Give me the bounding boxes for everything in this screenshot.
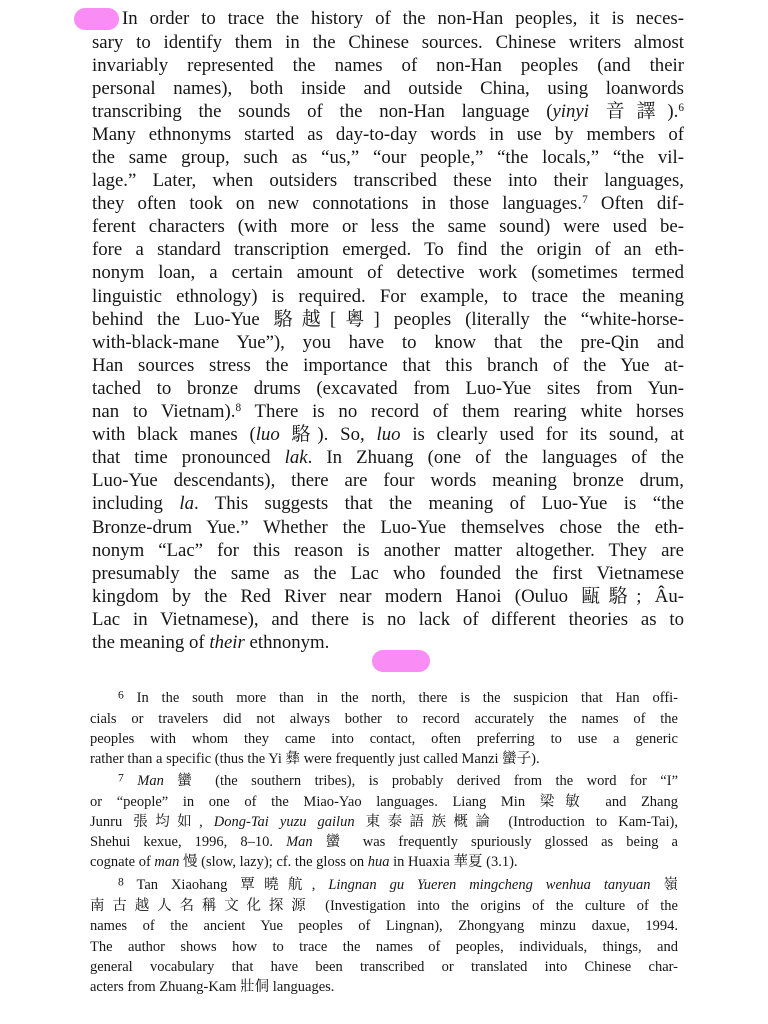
text-line: ferent characters (with more or less the same sound) were used be- <box>92 216 684 237</box>
footnote-line: cognate of man 慢 (slow, lazy); cf. the gloss on hua in Huaxia 華夏 (3.1). <box>90 854 518 870</box>
footnote-number: 8 <box>118 875 124 889</box>
footnote-line: The author shows how to trace the names of peoples, individuals, things, and <box>90 939 678 955</box>
text-line: the meaning of their ethnonym. <box>92 632 330 653</box>
footnote-line: peoples with whom they came into contact, often preferring to use a generic <box>90 731 678 747</box>
text-line: Many ethnonyms started as day-to-day words in use by members of <box>92 124 684 145</box>
text-line: kingdom by the Red River near modern Hanoi (Ouluo 甌駱; Âu- <box>92 586 684 607</box>
text-line: presumably the same as the Lac who founded the first Vietnamese <box>92 563 684 584</box>
footnote-number: 6 <box>118 688 124 702</box>
text-line: nonym “Lac” for this reason is another matter altogether. They are <box>92 540 684 561</box>
text-line: that time pronounced lak. In Zhuang (one of the languages of the <box>92 447 684 468</box>
text-line: transcribing the sounds of the non-Han language (yinyi 音譯).$^6$ <box>92 101 684 122</box>
footnote-line: Junru 張均如, Dong-Tai yuzu gailun 東泰語族概論 (Introduction to Kam-Tai), <box>90 814 678 830</box>
text-line: behind the Luo-Yue 駱越[粵] peoples (literally the “white-horse- <box>92 309 684 330</box>
text-line: with black manes (luo 駱). So, luo is clearly used for its sound, at <box>92 424 684 445</box>
text-line: with-black-mane Yue”), you have to know that the pre-Qin and <box>92 332 684 353</box>
footnote-line: 南古越人名稱文化探源 (Investigation into the origins of the culture of the <box>90 898 678 914</box>
text-line: the same group, such as “us,” “our people,” “the locals,” “the vil- <box>92 147 684 168</box>
text-line: sary to identify them in the Chinese sources. Chinese writers almost <box>92 32 684 53</box>
highlight-end-marker <box>372 650 430 672</box>
footnote-line: Shehui kexue, 1996, 8–10. Man 蠻 was frequently spuriously glossed as being a <box>90 834 678 850</box>
text-line: invariably represented the names of non-Han peoples (and their <box>92 55 684 76</box>
footnote-6: $^6$ In the south more than in the north, there is the suspicion that Han offi- <box>118 688 679 706</box>
text-line: Han sources stress the importance that this branch of the Yue at- <box>92 355 684 376</box>
text-line: linguistic ethnology) is required. For example, to trace the meaning <box>92 286 684 307</box>
text-line: fore a standard transcription emerged. To find the origin of an eth- <box>92 239 684 260</box>
text-line: they often took on new connotations in those languages.$^7$ Often dif- <box>92 193 684 214</box>
footnote-line: general vocabulary that have been transcribed or translated into Chinese char- <box>90 959 678 975</box>
footnote-line: names of the ancient Yue peoples of Lingnan), Zhongyang minzu daxue, 1994. <box>90 918 678 934</box>
text-line: personal names), both inside and outside China, using loanwords <box>92 78 684 99</box>
footnote-number: 7 <box>118 771 124 785</box>
text-line: In order to trace the history of the non-Han peoples, it is neces- <box>122 8 684 29</box>
text-line: lage.” Later, when outsiders transcribed these into their languages, <box>92 170 684 191</box>
footnote-line: acters from Zhuang-Kam 壯侗 languages. <box>90 979 335 995</box>
footnote-ref-7[interactable]: 7 <box>582 193 588 206</box>
footnote-line: rather than a specific (thus the Yi 彝 were frequently just called Manzi 蠻子). <box>90 751 540 767</box>
text-line: Bronze-drum Yue.” Whether the Luo-Yue themselves chose the eth- <box>92 517 684 538</box>
text-line: Lac in Vietnamese), and there is no lack of different theories as to <box>92 609 684 630</box>
footnote-ref-6[interactable]: 6 <box>678 101 684 114</box>
footnote-line: or “people” in one of the Miao-Yao languages. Liang Min 梁敏 and Zhang <box>90 794 678 810</box>
text-line: nonym loan, a certain amount of detective work (sometimes termed <box>92 262 684 283</box>
text-line: Luo-Yue descendants), there are four words meaning bronze drum, <box>92 470 684 491</box>
footnote-line: cials or travelers did not always bother to record accurately the names of the <box>90 711 678 727</box>
text-line: nan to Vietnam).$^8$ There is no record of them rearing white horses <box>92 401 684 422</box>
text-line: tached to bronze drums (excavated from Luo-Yue sites from Yun- <box>92 378 684 399</box>
text-line: including la. This suggests that the meaning of Luo-Yue is “the <box>92 493 684 514</box>
footnote-ref-8[interactable]: 8 <box>235 401 242 414</box>
footnote-7: $^7$ Man 蠻 (the southern tribes), is probably derived from the word for “I” <box>118 771 679 789</box>
footnote-8: $^8$ Tan Xiaohang 覃曉航, Lingnan gu Yueren mingcheng wenhua tanyuan 嶺 <box>118 875 678 893</box>
